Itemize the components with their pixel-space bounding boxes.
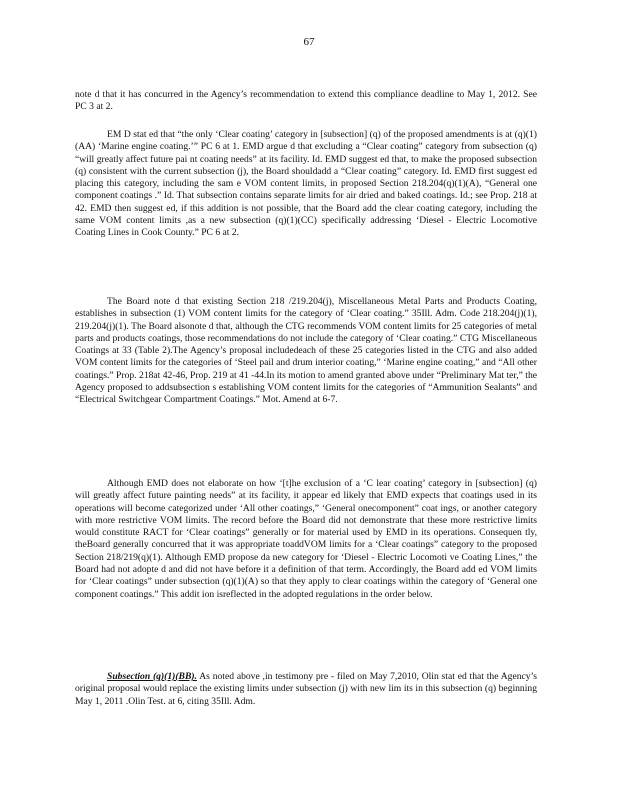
paragraph-continuation: note d that it has concurred in the Agency’s recommendation to extend this compliance deadline to May 1, 2012. See PC 3 at 2.	[75, 89, 537, 113]
paragraph-emd-clear-coating: EM D stat ed that “the only ‘Clear coating’ category in [subsection] (q) of the proposed amendments is at (q)(1)(AA) ‘Marine engine coating.’” PC 6 at 1. EMD argue d that excluding a “Clear coating” category from subsection (q) “will greatly affect future pai nt coating needs” at its facility. Id. EMD suggest ed that, to make the proposed subsection (q) consistent with the current subsection (j), the Board shouldadd a “Clear coating” category. Id. EMD first suggest ed placing this category, including the sam e VOM content limits, in proposed Section 218.204(q)(1)(A), “General one component coatings .” Id. That subsection contains separate limits for air dried and baked coatings. Id.; see Prop. 218 at 42. EMD then suggest ed, if this addition is not possible, that the Board add the clear coating category, including the same VOM content limits ,as a new subsection (q)(1)(CC) specifically addressing ‘Diesel - Electric Locomotive Coating Lines in Cook County.” PC 6 at 2.	[75, 129, 537, 239]
paragraph-subsection-bb	[75, 671, 537, 708]
page-number: 67	[303, 36, 315, 48]
subsection-heading: Subsection (q)(1)(BB).	[107, 671, 197, 682]
paragraph-board-existing-section: The Board note d that existing Section 218 /219.204(j), Miscellaneous Metal Parts and Products Coating, establishes in subsection (1) VOM content limits for the category of ‘Clear coating.” 35Ill. Adm. Code 218.204(j)(1), 219.204(j)(1). The Board alsonote d that, although the CTG recommends VOM content limits for 25 categories of metal parts and products coatings, those recommendations do not include the category of ‘Clear coating.” CTG Miscellaneous Coatings at 33 (Table 2).The Agency’s proposal includedeach of these 25 categories listed in the CTG and also added VOM content limits for the categories of ‘Steel pail and drum interior coating,” ‘Marine engine coating,” and “All other coatings.” Prop. 218at 42-46, Prop. 219 at 41 -44.In its motion to amend granted above under “Preliminary Mat ter,” the Agency proposed to addsubsection s establishing VOM content limits for the categories of “Ammunition Sealants” and “Electrical Switchgear Compartment Coatings.” Mot. Amend at 6-7.	[75, 296, 537, 406]
paragraph-subsection-bb-text: As noted above ,in testimony pre - filed on May 7,2010, Olin stat ed that the Agency’s original proposal would replace the existing limits under subsection (j) with new lim its in this subsection (q) beginning May 1, 2011 .Olin Test. at 6, citing 35Ill. Adm.	[75, 671, 537, 707]
paragraph-board-conclusion: Although EMD does not elaborate on how ‘[t]he exclusion of a ‘C lear coating’ category in [subsection] (q) will greatly affect future painting needs” at its facility, it appear ed likely that EMD expects that coatings used in its operations will become categorized under ‘All other coatings,” ‘General onecomponent” coat ings, or another category with more restrictive VOM limits. The record before the Board did not demonstrate that these more restrictive limits would constitute RACT for ‘Clear coatings” generally or for material used by EMD in its operations. Consequen tly, theBoard generally concurred that it was appropriate toaddVOM limits for a ‘Clear coatings” category to the proposed Section 218/219(q)(1). Although EMD propose da new category for ‘Diesel - Electric Locomoti ve Coating Lines,” the Board had not adopte d and did not have before it a definition of that term. Accordingly, the Board add ed VOM limits for ‘Clear coatings” under subsection (q)(1)(A) so that they apply to clear coatings within the category of ‘General one component coatings.” This addit ion isreflected in the adopted regulations in the order below.	[75, 478, 537, 600]
